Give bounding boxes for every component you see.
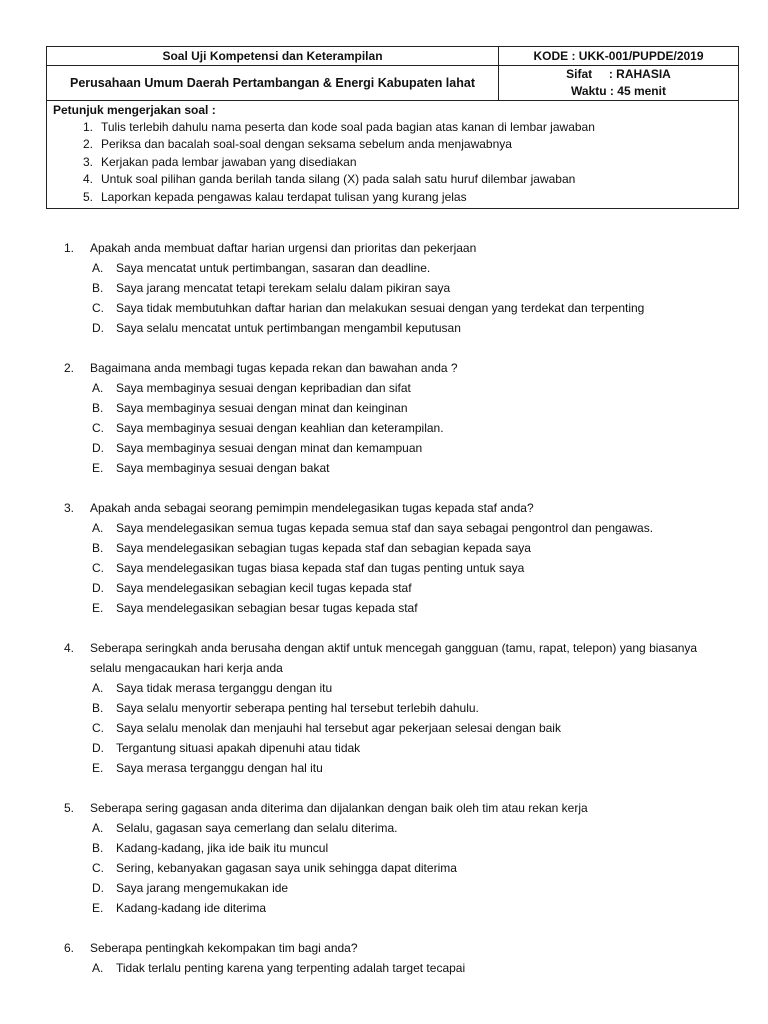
instruction-number: 5.	[82, 189, 93, 204]
answer-option	[0, 858, 768, 878]
option-letter: E.	[92, 901, 104, 915]
option-text: Saya membaginya sesuai dengan minat dan kemampuan	[116, 441, 423, 455]
question-text: Apakah anda membuat daftar harian urgensi dan prioritas dan pekerjaan	[90, 241, 477, 255]
answer-option	[0, 898, 768, 918]
option-text: Saya tidak merasa terganggu dengan itu	[116, 681, 333, 695]
answer-option	[0, 258, 768, 278]
instructions-list	[53, 119, 732, 206]
answer-option	[0, 958, 768, 978]
instructions-box	[47, 101, 739, 209]
option-text: Saya selalu menyortir seberapa penting hal tersebut terlebih dahulu.	[116, 701, 479, 715]
option-letter: D.	[92, 741, 104, 755]
option-letter: B.	[92, 281, 104, 295]
question-text: Bagaimana anda membagi tugas kepada rekan dan bawahan anda ?	[90, 361, 458, 375]
option-text: Saya jarang mengemukakan ide	[116, 881, 289, 895]
instruction-text: Tulis terlebih dahulu nama peserta dan kode soal pada bagian atas kanan di lembar jawaban	[101, 120, 595, 134]
option-letter: B.	[92, 401, 104, 415]
option-letter: C.	[92, 561, 104, 575]
question-1	[0, 238, 768, 338]
answer-options	[0, 958, 768, 978]
question-text: Seberapa sering gagasan anda diterima dan dijalankan dengan baik oleh tim atau rekan kerja	[90, 801, 588, 815]
option-text: Saya merasa terganggu dengan hal itu	[116, 761, 323, 775]
option-text: Selalu, gagasan saya cemerlang dan selalu diterima.	[116, 821, 398, 835]
confidentiality-label: Sifat : RAHASIA	[566, 67, 671, 81]
question-text: Apakah anda sebagai seorang pemimpin mendelegasikan tugas kepada staf anda?	[90, 501, 534, 515]
answer-option	[0, 578, 768, 598]
answer-option	[0, 818, 768, 838]
question-text: Seberapa seringkah anda berusaha dengan aktif untuk mencegah gangguan (tamu, rapat, telepon) yang biasanya selalu mengacaukan hari kerja anda	[90, 641, 698, 675]
question-number: 1.	[64, 241, 75, 255]
answer-option	[0, 758, 768, 778]
answer-options	[0, 818, 768, 918]
instruction-number: 4.	[82, 172, 93, 187]
option-text: Saya mendelegasikan sebagian besar tugas kepada staf	[116, 601, 418, 615]
answer-option	[0, 598, 768, 618]
option-text: Saya membaginya sesuai dengan minat dan keinginan	[116, 401, 408, 415]
instruction-item	[53, 189, 732, 206]
question-list	[0, 238, 768, 998]
question-stem	[0, 238, 768, 258]
instruction-item	[53, 119, 732, 136]
answer-option	[0, 718, 768, 738]
option-text: Kadang-kadang, jika ide baik itu muncul	[116, 841, 329, 855]
question-number: 2.	[64, 361, 75, 375]
option-letter: D.	[92, 881, 104, 895]
option-text: Saya mencatat untuk pertimbangan, sasaran dan deadline.	[116, 261, 431, 275]
option-letter: A.	[92, 261, 104, 275]
duration-label: Waktu : 45 menit	[571, 84, 666, 98]
option-letter: E.	[92, 761, 104, 775]
answer-option	[0, 698, 768, 718]
option-text: Saya mendelegasikan sebagian kecil tugas kepada staf	[116, 581, 412, 595]
instruction-item	[53, 171, 732, 188]
header-table	[46, 46, 739, 209]
answer-option	[0, 538, 768, 558]
instructions-title: Petunjuk mengerjakan soal :	[53, 103, 216, 117]
option-text: Saya mendelegasikan tugas biasa kepada staf dan tugas penting untuk saya	[116, 561, 525, 575]
question-stem	[0, 798, 768, 818]
company-name: Perusahaan Umum Daerah Pertambangan & Energi Kabupaten lahat	[47, 66, 499, 101]
option-text: Saya selalu menolak dan menjauhi hal tersebut agar pekerjaan selesai dengan baik	[116, 721, 561, 735]
option-text: Saya mendelegasikan semua tugas kepada semua staf dan saya sebagai pengontrol dan pengawas.	[116, 521, 654, 535]
option-text: Tidak terlalu penting karena yang terpenting adalah target tecapai	[116, 961, 466, 975]
answer-option	[0, 458, 768, 478]
option-text: Kadang-kadang ide diterima	[116, 901, 267, 915]
question-stem	[0, 638, 768, 678]
answer-options	[0, 258, 768, 338]
answer-option	[0, 298, 768, 318]
answer-option	[0, 518, 768, 538]
exam-meta	[499, 66, 739, 101]
option-text: Tergantung situasi apakah dipenuhi atau tidak	[116, 741, 361, 755]
option-letter: A.	[92, 521, 104, 535]
option-text: Saya membaginya sesuai dengan keahlian dan keterampilan.	[116, 421, 444, 435]
option-text: Saya membaginya sesuai dengan bakat	[116, 461, 330, 475]
instruction-text: Laporkan kepada pengawas kalau terdapat tulisan yang kurang jelas	[101, 189, 467, 204]
question-number: 6.	[64, 941, 75, 955]
question-text: Seberapa pentingkah kekompakan tim bagi anda?	[90, 941, 358, 955]
option-letter: C.	[92, 721, 104, 735]
instruction-item	[53, 154, 732, 171]
option-letter: C.	[92, 301, 104, 315]
instruction-text: Untuk soal pilihan ganda berilah tanda silang (X) pada salah satu huruf dilembar jawaban	[101, 172, 576, 187]
question-number: 3.	[64, 501, 75, 515]
answer-options	[0, 678, 768, 778]
instruction-number: 2.	[82, 137, 93, 152]
question-stem	[0, 358, 768, 378]
question-number: 4.	[64, 641, 75, 655]
option-letter: D.	[92, 321, 104, 335]
answer-option	[0, 318, 768, 338]
answer-options	[0, 518, 768, 618]
question-3	[0, 498, 768, 618]
option-letter: D.	[92, 441, 104, 455]
instruction-text: Kerjakan pada lembar jawaban yang disediakan	[101, 154, 357, 169]
answer-options	[0, 378, 768, 478]
answer-option	[0, 398, 768, 418]
question-number: 5.	[64, 801, 75, 815]
option-text: Saya mendelegasikan sebagian tugas kepada staf dan sebagian kepada saya	[116, 541, 531, 555]
option-letter: A.	[92, 961, 104, 975]
question-4	[0, 638, 768, 778]
option-letter: A.	[92, 681, 104, 695]
option-letter: C.	[92, 861, 104, 875]
option-letter: B.	[92, 541, 104, 555]
answer-option	[0, 838, 768, 858]
option-letter: A.	[92, 381, 104, 395]
option-letter: D.	[92, 581, 104, 595]
answer-option	[0, 678, 768, 698]
answer-option	[0, 438, 768, 458]
answer-option	[0, 738, 768, 758]
option-letter: B.	[92, 841, 104, 855]
instruction-number: 1.	[82, 120, 93, 134]
option-text: Saya membaginya sesuai dengan kepribadian dan sifat	[116, 381, 411, 395]
exam-code: KODE : UKK-001/PUPDE/2019	[499, 47, 739, 66]
option-letter: A.	[92, 821, 104, 835]
answer-option	[0, 558, 768, 578]
instruction-number: 3.	[82, 154, 93, 169]
option-letter: C.	[92, 421, 104, 435]
question-2	[0, 358, 768, 478]
answer-option	[0, 418, 768, 438]
option-text: Sering, kebanyakan gagasan saya unik sehingga dapat diterima	[116, 861, 457, 875]
option-letter: E.	[92, 461, 104, 475]
question-stem	[0, 498, 768, 518]
document-title: Soal Uji Kompetensi dan Keterampilan	[47, 47, 499, 66]
option-text: Saya jarang mencatat tetapi terekam selalu dalam pikiran saya	[116, 281, 451, 295]
question-stem	[0, 938, 768, 958]
option-letter: E.	[92, 601, 104, 615]
instruction-text: Periksa dan bacalah soal-soal dengan seksama sebelum anda menjawabnya	[101, 137, 512, 152]
instruction-item	[53, 136, 732, 153]
option-text: Saya selalu mencatat untuk pertimbangan mengambil keputusan	[116, 321, 461, 335]
question-6	[0, 938, 768, 978]
option-letter: B.	[92, 701, 104, 715]
question-5	[0, 798, 768, 918]
answer-option	[0, 278, 768, 298]
answer-option	[0, 878, 768, 898]
option-text: Saya tidak membutuhkan daftar harian dan melakukan sesuai dengan yang terdekat dan terpenting	[116, 301, 645, 315]
answer-option	[0, 378, 768, 398]
